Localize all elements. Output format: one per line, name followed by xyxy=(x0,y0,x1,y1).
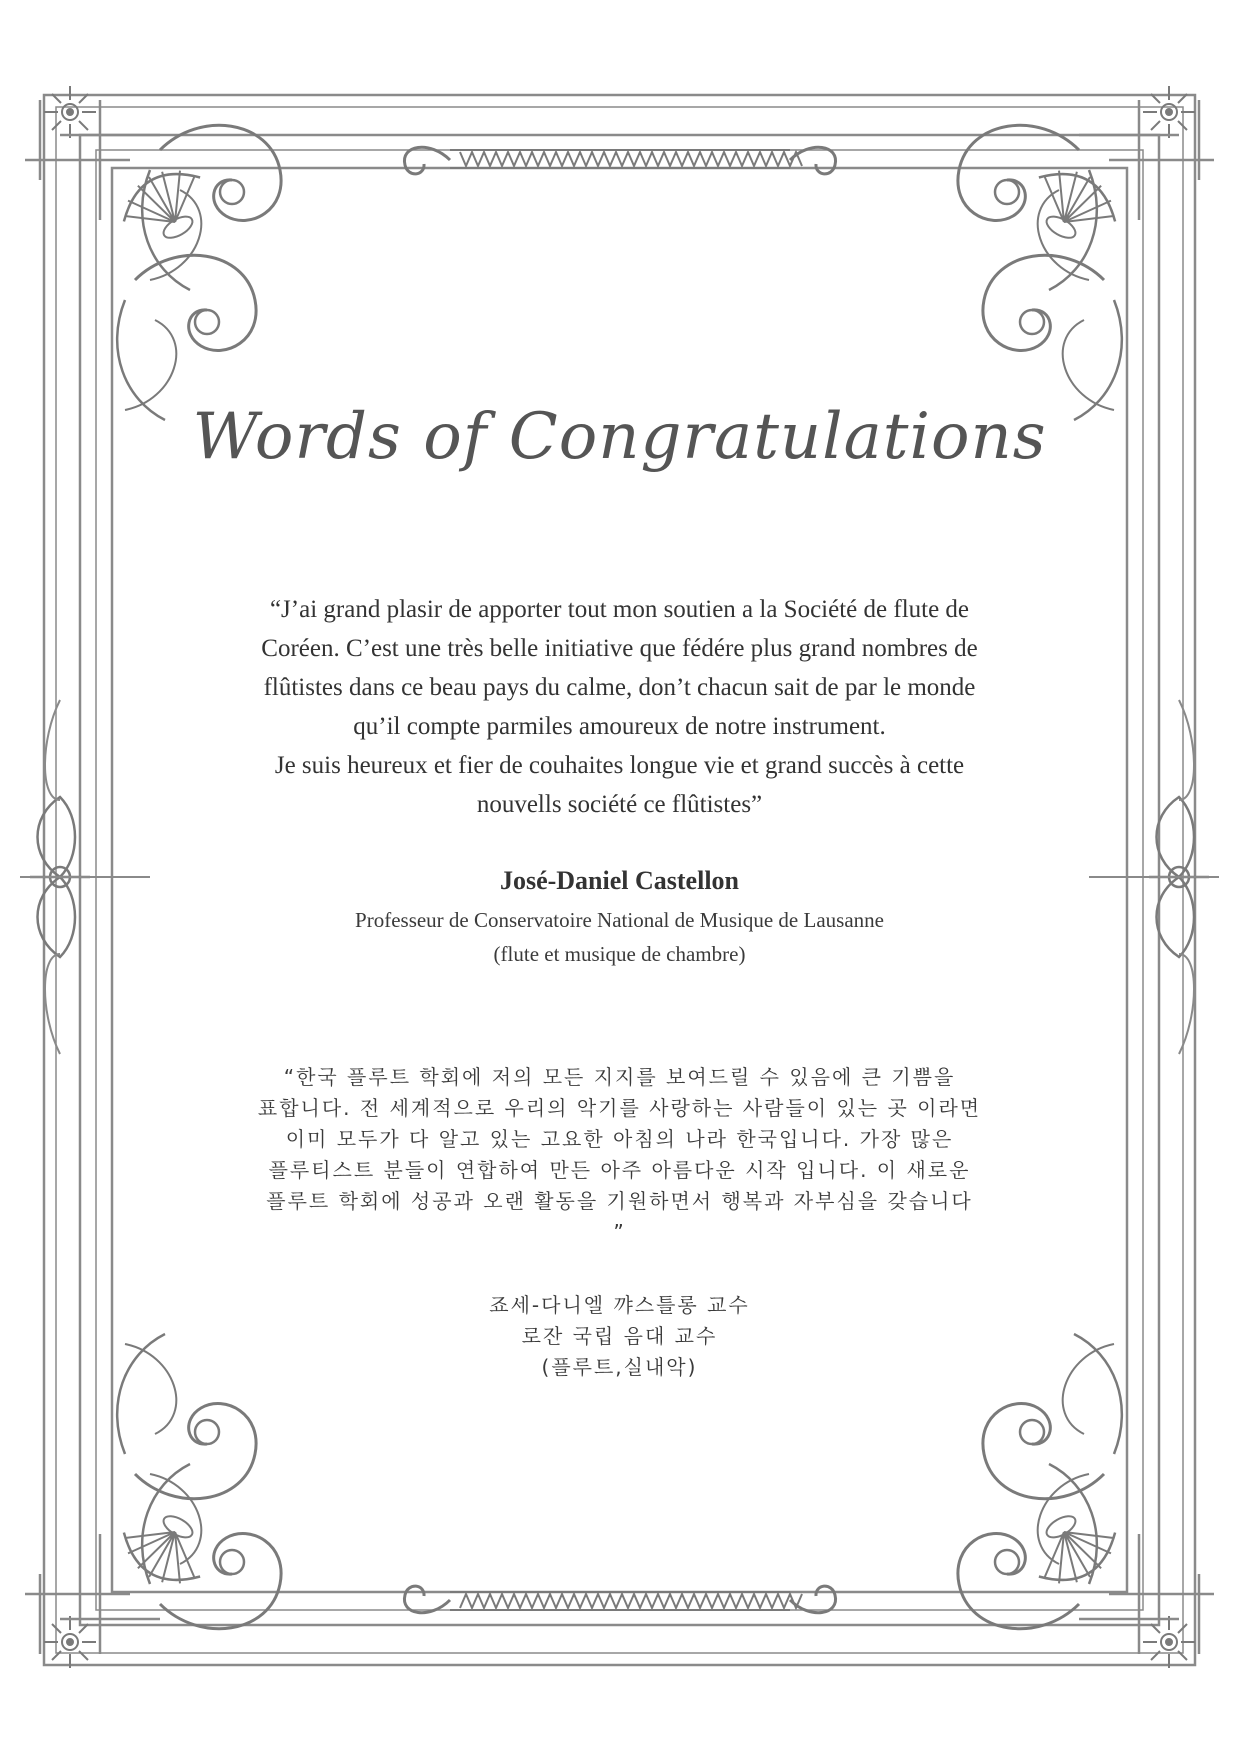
korean-author-block xyxy=(150,1290,1089,1383)
french-quote-line: qu’il compte parmiles amoureux de notre instrument. xyxy=(353,713,886,740)
korean-author-name: 죠세-다니엘 꺄스틀롱 교수 xyxy=(489,1293,750,1317)
korean-quote-line: 이미 모두가 다 알고 있는 고요한 아침의 나라 한국입니다. 가장 많은 xyxy=(285,1127,954,1151)
korean-quote-line: “한국 플루트 학회에 저의 모든 지지를 보여드릴 수 있음에 큰 기쁨을 xyxy=(283,1065,956,1089)
korean-quote-line: 플루트 학회에 성공과 오랜 활동을 기원하면서 행복과 자부심을 갖습니다 xyxy=(266,1189,973,1213)
french-author-name: José-Daniel Castellon xyxy=(499,866,740,895)
page-title: Words of Congratulations xyxy=(192,400,1047,474)
korean-quote xyxy=(150,1062,1089,1248)
korean-author-role: 로잔 국립 음대 교수 xyxy=(521,1324,718,1348)
french-quote-line: flûtistes dans ce beau pays du calme, don’t chacun sait de par le monde xyxy=(263,674,976,701)
french-quote-line: Coréen. C’est une très belle initiative que fédére plus grand nombres de xyxy=(261,635,978,662)
french-author-role xyxy=(150,903,1089,971)
french-quote xyxy=(150,590,1089,824)
korean-quote-line: 플루티스트 분들이 연합하여 만든 아주 아름다운 시작 입니다. 이 새로운 xyxy=(268,1158,971,1182)
korean-quote-line: 표합니다. 전 세계적으로 우리의 악기를 사랑하는 사람들이 있는 곳 이라면 xyxy=(257,1096,982,1120)
french-role-line: (flute et musique de chambre) xyxy=(493,942,746,966)
french-quote-line: Je suis heureux et fier de couhaites longue vie et grand succès à cette xyxy=(274,752,965,779)
french-quote-line: nouvells société ce flûtistes” xyxy=(476,791,763,818)
korean-author-role: (플루트,실내악) xyxy=(541,1355,698,1379)
french-quote-line: “J’ai grand plasir de apporter tout mon soutien a la Société de flute de xyxy=(269,596,970,623)
french-role-line: Professeur de Conservatoire National de Musique de Lausanne xyxy=(355,908,884,932)
korean-quote-line: ” xyxy=(613,1220,626,1244)
